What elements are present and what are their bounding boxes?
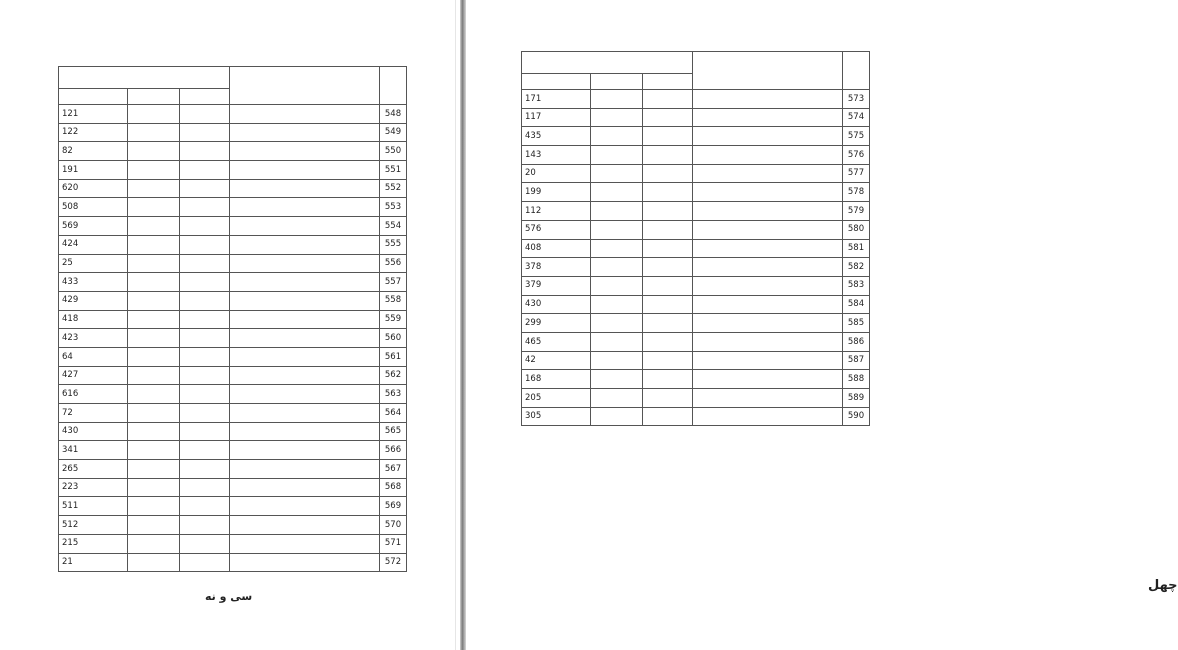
- header-first-line-cell: [230, 67, 380, 105]
- ghazal-index-cell: 557: [380, 273, 407, 292]
- table-row: [522, 239, 870, 258]
- first-line-cell: [230, 534, 380, 553]
- ghazal-index-cell: 578: [843, 183, 870, 202]
- table-row: [59, 460, 407, 479]
- foroughi-cell: [591, 146, 643, 165]
- edition-foroughi-cell: [591, 74, 643, 90]
- table-row: [522, 202, 870, 221]
- first-line-cell: [693, 407, 843, 426]
- first-line-cell: [230, 254, 380, 273]
- first-line-cell: [693, 276, 843, 295]
- ghazal-index-cell: 582: [843, 258, 870, 277]
- yaghmaei-cell: [643, 108, 693, 127]
- yaghmaei-cell: [180, 497, 230, 516]
- ghazal-index-cell: 559: [380, 310, 407, 329]
- ghazal-index-cell: 574: [843, 108, 870, 127]
- yaghmaei-cell: [180, 273, 230, 292]
- ghazal-index-cell: 566: [380, 441, 407, 460]
- first-line-cell: [230, 553, 380, 572]
- ghazal-index-cell: 577: [843, 164, 870, 183]
- table-row: [59, 291, 407, 310]
- ghazal-index-cell: 579: [843, 202, 870, 221]
- yaghmaei-cell: [643, 332, 693, 351]
- ghazal-index-cell: 567: [380, 460, 407, 479]
- first-line-cell: [230, 105, 380, 124]
- yaghmaei-cell: [180, 254, 230, 273]
- foroughi-cell: [128, 553, 180, 572]
- ghazal-index-cell: 564: [380, 404, 407, 423]
- yaghmaei-cell: [643, 314, 693, 333]
- header-editions-cell: [59, 67, 230, 89]
- first-line-cell: [230, 516, 380, 535]
- table-row: [59, 123, 407, 142]
- first-line-cell: [230, 161, 380, 180]
- table-row: [59, 198, 407, 217]
- yaghmaei-cell: [180, 385, 230, 404]
- ghazal-index-cell: 556: [380, 254, 407, 273]
- yaghmaei-cell: [180, 366, 230, 385]
- table-row: [59, 553, 407, 572]
- saremi-cell: 620: [59, 179, 128, 198]
- table-row: [522, 146, 870, 165]
- table-row: [59, 516, 407, 535]
- foroughi-cell: [128, 460, 180, 479]
- saremi-cell: 25: [59, 254, 128, 273]
- table-row: [59, 235, 407, 254]
- table-row: [59, 329, 407, 348]
- ghazal-index-cell: 570: [380, 516, 407, 535]
- foroughi-cell: [128, 123, 180, 142]
- foroughi-cell: [128, 198, 180, 217]
- table-row: [522, 351, 870, 370]
- first-line-cell: [230, 179, 380, 198]
- saremi-cell: 424: [59, 235, 128, 254]
- ghazal-index-cell: 551: [380, 161, 407, 180]
- foroughi-cell: [128, 347, 180, 366]
- yaghmaei-cell: [180, 422, 230, 441]
- yaghmaei-cell: [180, 235, 230, 254]
- table-row: [59, 254, 407, 273]
- edition-foroughi-cell: [128, 89, 180, 105]
- foroughi-cell: [128, 516, 180, 535]
- saremi-cell: 465: [522, 332, 591, 351]
- yaghmaei-cell: [180, 347, 230, 366]
- page-number-caption: سی و نه: [205, 590, 253, 603]
- first-line-cell: [693, 370, 843, 389]
- table-row: [59, 310, 407, 329]
- table-row: [522, 258, 870, 277]
- first-line-cell: [230, 478, 380, 497]
- first-line-cell: [230, 404, 380, 423]
- yaghmaei-cell: [643, 127, 693, 146]
- table-row: [59, 179, 407, 198]
- foroughi-cell: [591, 108, 643, 127]
- first-line-cell: [230, 422, 380, 441]
- foroughi-cell: [128, 478, 180, 497]
- ghazal-index-cell: 571: [380, 534, 407, 553]
- saremi-cell: 435: [522, 127, 591, 146]
- yaghmaei-cell: [180, 123, 230, 142]
- first-line-cell: [693, 239, 843, 258]
- ghazal-index-cell: 590: [843, 407, 870, 426]
- foroughi-cell: [128, 497, 180, 516]
- yaghmaei-cell: [180, 161, 230, 180]
- first-line-cell: [230, 123, 380, 142]
- foroughi-cell: [128, 534, 180, 553]
- table-row: [522, 108, 870, 127]
- ghazal-index-cell: 561: [380, 347, 407, 366]
- foroughi-cell: [591, 314, 643, 333]
- saremi-cell: 215: [59, 534, 128, 553]
- table-row: [59, 347, 407, 366]
- yaghmaei-cell: [643, 202, 693, 221]
- header-index-cell: [843, 52, 870, 90]
- edition-yaghmaei-cell: [643, 74, 693, 90]
- ghazal-index-cell: 560: [380, 329, 407, 348]
- first-line-cell: [230, 142, 380, 161]
- page-edge: [455, 0, 456, 650]
- header-row: [522, 52, 870, 74]
- ghazal-index-cell: 558: [380, 291, 407, 310]
- table-row: [522, 295, 870, 314]
- ghazal-index-cell: 580: [843, 220, 870, 239]
- foroughi-cell: [128, 273, 180, 292]
- first-line-cell: [230, 310, 380, 329]
- table-row: [59, 441, 407, 460]
- ghazal-index-cell: 588: [843, 370, 870, 389]
- yaghmaei-cell: [643, 276, 693, 295]
- saremi-cell: 223: [59, 478, 128, 497]
- table-row: [522, 164, 870, 183]
- foroughi-cell: [591, 258, 643, 277]
- table-row: [522, 389, 870, 408]
- ghazal-index-cell: 585: [843, 314, 870, 333]
- first-line-cell: [693, 389, 843, 408]
- saremi-cell: 265: [59, 460, 128, 479]
- first-line-cell: [693, 183, 843, 202]
- table-row: [522, 370, 870, 389]
- foroughi-cell: [591, 90, 643, 109]
- ghazal-index-cell: 583: [843, 276, 870, 295]
- header-row: [59, 67, 407, 89]
- ghazal-index-cell: 568: [380, 478, 407, 497]
- first-line-cell: [693, 127, 843, 146]
- saremi-cell: 378: [522, 258, 591, 277]
- first-line-cell: [693, 146, 843, 165]
- yaghmaei-cell: [643, 258, 693, 277]
- table-row: [522, 314, 870, 333]
- first-line-cell: [693, 351, 843, 370]
- ghazal-index-cell: 562: [380, 366, 407, 385]
- foroughi-cell: [128, 217, 180, 236]
- table-row: [59, 534, 407, 553]
- table-row: [522, 220, 870, 239]
- saremi-cell: 569: [59, 217, 128, 236]
- foroughi-cell: [128, 254, 180, 273]
- ghazal-index-cell: 550: [380, 142, 407, 161]
- first-line-cell: [230, 385, 380, 404]
- ghazal-index-cell: 587: [843, 351, 870, 370]
- ghazal-index-table-left: [58, 66, 407, 572]
- saremi-cell: 191: [59, 161, 128, 180]
- table-row: [522, 90, 870, 109]
- foroughi-cell: [128, 161, 180, 180]
- saremi-cell: 171: [522, 90, 591, 109]
- saremi-cell: 508: [59, 198, 128, 217]
- saremi-cell: 430: [522, 295, 591, 314]
- yaghmaei-cell: [180, 534, 230, 553]
- yaghmaei-cell: [643, 295, 693, 314]
- first-line-cell: [693, 295, 843, 314]
- foroughi-cell: [591, 127, 643, 146]
- first-line-cell: [230, 460, 380, 479]
- yaghmaei-cell: [180, 142, 230, 161]
- yaghmaei-cell: [643, 351, 693, 370]
- table-row: [59, 273, 407, 292]
- saremi-cell: 379: [522, 276, 591, 295]
- table-row: [59, 142, 407, 161]
- saremi-cell: 21: [59, 553, 128, 572]
- table-row: [59, 422, 407, 441]
- saremi-cell: 199: [522, 183, 591, 202]
- yaghmaei-cell: [643, 370, 693, 389]
- table-row: [522, 276, 870, 295]
- first-line-cell: [230, 198, 380, 217]
- yaghmaei-cell: [180, 310, 230, 329]
- ghazal-index-cell: 573: [843, 90, 870, 109]
- ghazal-index-cell: 549: [380, 123, 407, 142]
- foroughi-cell: [128, 310, 180, 329]
- saremi-cell: 121: [59, 105, 128, 124]
- yaghmaei-cell: [180, 516, 230, 535]
- table-row: [522, 407, 870, 426]
- ghazal-index-cell: 586: [843, 332, 870, 351]
- first-line-cell: [230, 497, 380, 516]
- first-line-cell: [230, 441, 380, 460]
- foroughi-cell: [591, 202, 643, 221]
- table-row: [59, 478, 407, 497]
- ghazal-index-cell: 548: [380, 105, 407, 124]
- yaghmaei-cell: [180, 105, 230, 124]
- saremi-cell: 117: [522, 108, 591, 127]
- saremi-cell: 42: [522, 351, 591, 370]
- saremi-cell: 408: [522, 239, 591, 258]
- saremi-cell: 122: [59, 123, 128, 142]
- table-row: [59, 385, 407, 404]
- foroughi-cell: [128, 385, 180, 404]
- saremi-cell: 82: [59, 142, 128, 161]
- first-line-cell: [693, 220, 843, 239]
- saremi-cell: 143: [522, 146, 591, 165]
- first-line-cell: [230, 329, 380, 348]
- ghazal-index-cell: 555: [380, 235, 407, 254]
- ghazal-index-table-right: [521, 51, 870, 426]
- foroughi-cell: [591, 351, 643, 370]
- yaghmaei-cell: [643, 239, 693, 258]
- table-row: [59, 217, 407, 236]
- yaghmaei-cell: [643, 146, 693, 165]
- ghazal-index-cell: 553: [380, 198, 407, 217]
- yaghmaei-cell: [180, 217, 230, 236]
- edition-saremi-cell: [59, 89, 128, 105]
- first-line-cell: [693, 332, 843, 351]
- first-line-cell: [693, 258, 843, 277]
- first-line-cell: [693, 202, 843, 221]
- saremi-cell: 423: [59, 329, 128, 348]
- foroughi-cell: [591, 164, 643, 183]
- saremi-cell: 205: [522, 389, 591, 408]
- saremi-cell: 433: [59, 273, 128, 292]
- first-line-cell: [230, 366, 380, 385]
- ghazal-index-cell: 565: [380, 422, 407, 441]
- foroughi-cell: [591, 332, 643, 351]
- yaghmaei-cell: [180, 179, 230, 198]
- foroughi-cell: [128, 105, 180, 124]
- foroughi-cell: [591, 183, 643, 202]
- ghazal-index-cell: 584: [843, 295, 870, 314]
- saremi-cell: 511: [59, 497, 128, 516]
- first-line-cell: [230, 273, 380, 292]
- edition-yaghmaei-cell: [180, 89, 230, 105]
- ghazal-index-cell: 589: [843, 389, 870, 408]
- table-row: [59, 404, 407, 423]
- header-first-line-cell: [693, 52, 843, 90]
- first-line-cell: [230, 235, 380, 254]
- ghazal-index-cell: 552: [380, 179, 407, 198]
- foroughi-cell: [128, 441, 180, 460]
- foroughi-cell: [591, 389, 643, 408]
- yaghmaei-cell: [643, 90, 693, 109]
- yaghmaei-cell: [643, 407, 693, 426]
- header-index-cell: [380, 67, 407, 105]
- foroughi-cell: [128, 404, 180, 423]
- page-number-caption: چهل: [1148, 578, 1178, 593]
- foroughi-cell: [591, 220, 643, 239]
- yaghmaei-cell: [643, 389, 693, 408]
- saremi-cell: 112: [522, 202, 591, 221]
- table-row: [522, 127, 870, 146]
- first-line-cell: [230, 291, 380, 310]
- first-line-cell: [693, 108, 843, 127]
- table-row: [59, 366, 407, 385]
- first-line-cell: [693, 164, 843, 183]
- foroughi-cell: [591, 295, 643, 314]
- table-row: [522, 332, 870, 351]
- ghazal-index-cell: 581: [843, 239, 870, 258]
- right-page: [466, 0, 1178, 650]
- foroughi-cell: [591, 407, 643, 426]
- first-line-cell: [230, 217, 380, 236]
- yaghmaei-cell: [180, 291, 230, 310]
- left-page: [0, 0, 462, 650]
- foroughi-cell: [128, 179, 180, 198]
- yaghmaei-cell: [643, 183, 693, 202]
- saremi-cell: 430: [59, 422, 128, 441]
- yaghmaei-cell: [180, 460, 230, 479]
- saremi-cell: 72: [59, 404, 128, 423]
- first-line-cell: [693, 314, 843, 333]
- ghazal-index-cell: 563: [380, 385, 407, 404]
- saremi-cell: 341: [59, 441, 128, 460]
- edition-saremi-cell: [522, 74, 591, 90]
- header-editions-cell: [522, 52, 693, 74]
- saremi-cell: 64: [59, 347, 128, 366]
- ghazal-index-cell: 576: [843, 146, 870, 165]
- table-row: [59, 161, 407, 180]
- table-row: [522, 183, 870, 202]
- yaghmaei-cell: [180, 478, 230, 497]
- table-row: [59, 497, 407, 516]
- foroughi-cell: [128, 329, 180, 348]
- foroughi-cell: [128, 142, 180, 161]
- first-line-cell: [230, 347, 380, 366]
- yaghmaei-cell: [180, 553, 230, 572]
- ghazal-index-cell: 554: [380, 217, 407, 236]
- saremi-cell: 20: [522, 164, 591, 183]
- saremi-cell: 429: [59, 291, 128, 310]
- first-line-cell: [693, 90, 843, 109]
- saremi-cell: 512: [59, 516, 128, 535]
- foroughi-cell: [128, 422, 180, 441]
- yaghmaei-cell: [643, 220, 693, 239]
- foroughi-cell: [591, 239, 643, 258]
- yaghmaei-cell: [180, 329, 230, 348]
- saremi-cell: 305: [522, 407, 591, 426]
- foroughi-cell: [128, 366, 180, 385]
- yaghmaei-cell: [180, 441, 230, 460]
- saremi-cell: 299: [522, 314, 591, 333]
- ghazal-index-cell: 569: [380, 497, 407, 516]
- saremi-cell: 418: [59, 310, 128, 329]
- saremi-cell: 168: [522, 370, 591, 389]
- foroughi-cell: [128, 291, 180, 310]
- yaghmaei-cell: [643, 164, 693, 183]
- saremi-cell: 427: [59, 366, 128, 385]
- yaghmaei-cell: [180, 404, 230, 423]
- foroughi-cell: [591, 276, 643, 295]
- table-row: [59, 105, 407, 124]
- saremi-cell: 616: [59, 385, 128, 404]
- yaghmaei-cell: [180, 198, 230, 217]
- foroughi-cell: [128, 235, 180, 254]
- foroughi-cell: [591, 370, 643, 389]
- ghazal-index-cell: 575: [843, 127, 870, 146]
- ghazal-index-cell: 572: [380, 553, 407, 572]
- saremi-cell: 576: [522, 220, 591, 239]
